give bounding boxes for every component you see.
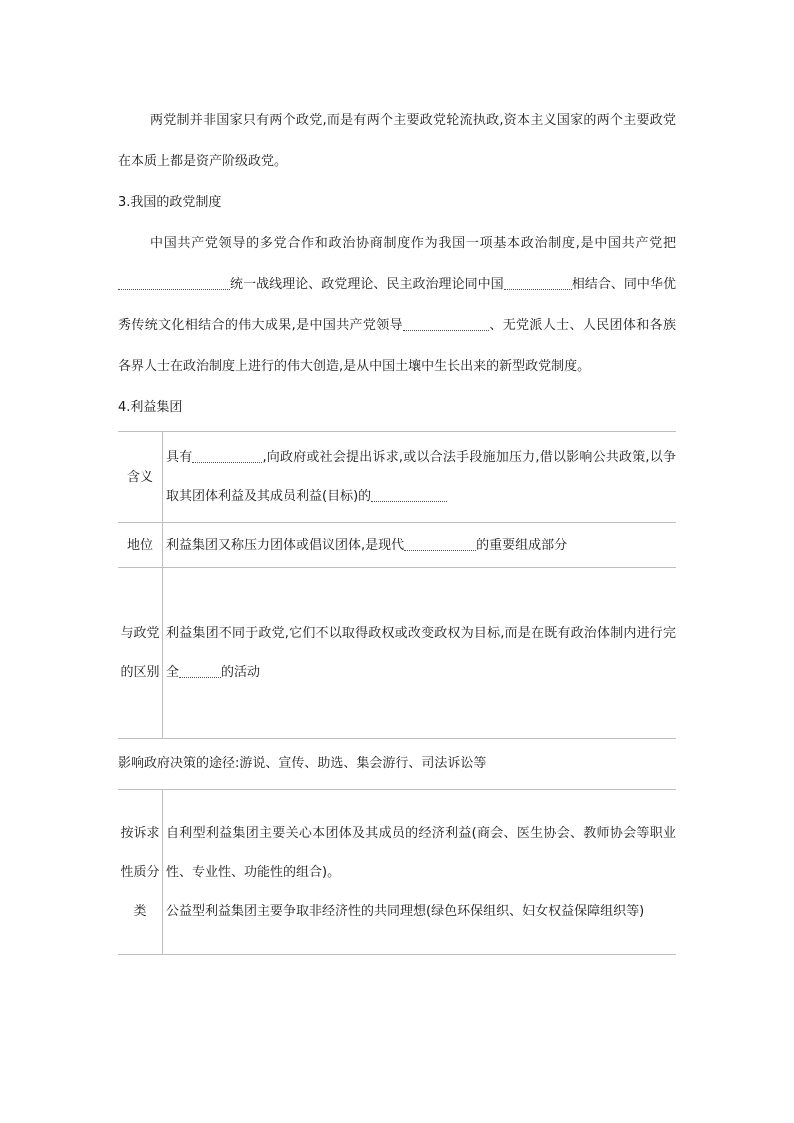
text-segment: 统一战线理论、政党理论、民主政治理论同中国 (230, 277, 504, 292)
row-label: 与政党的区别 (118, 568, 163, 739)
text-segment: 利益集团又称压力团体或倡议团体,是现代 (166, 537, 405, 553)
fill-blank[interactable] (371, 487, 447, 502)
document-content (118, 100, 676, 955)
table-row (118, 739, 676, 790)
text-segment: 的活动 (221, 665, 261, 680)
fill-blank[interactable] (504, 275, 572, 290)
fill-blank[interactable] (179, 663, 221, 678)
classification-public-interest: 公益型利益集团主要争取非经济性的共同理想(绿色环保组织、妇女权益保障组织等) (166, 903, 645, 919)
row-content-full: 影响政府决策的途径:游说、宣传、助选、集会游行、司法诉讼等 (118, 739, 676, 790)
row-label: 地位 (118, 523, 163, 568)
paragraph-party-system (118, 223, 676, 387)
paragraph-text: 两党制并非国家只有两个政党,而是有两个主要政党轮流执政,资本主义国家的两个主要政党在本质上都是资产阶级政党。 (118, 113, 676, 169)
interest-group-table (118, 431, 676, 955)
paragraph-two-party-system (118, 100, 676, 182)
fill-blank[interactable] (403, 316, 489, 331)
row-content (163, 790, 677, 955)
section-heading-interest-groups: 4.利益集团 (118, 400, 183, 415)
table-row (118, 568, 676, 739)
text-segment: 具有 (166, 450, 193, 465)
text-segment: 相结合、同中华优秀传统文化相结合的伟大成果,是中国共产党领导 (118, 277, 676, 333)
classification-self-interest: 自利型利益集团主要关心本团体及其成员的经济利益(商会、医生协会、教师协会等职业性、专业性、功能性的组合)。 (166, 825, 676, 880)
table-row (118, 432, 676, 523)
fill-blank[interactable] (192, 448, 262, 463)
section-heading-party-system: 3.我国的政党制度 (118, 195, 222, 210)
text-segment: 的重要组成部分 (476, 537, 568, 553)
row-content (163, 523, 677, 568)
text-segment: 中国共产党领导的多党合作和政治协商制度作为我国一项基本政治制度,是中国共产党把 (150, 236, 676, 251)
text-segment: 利益集团不同于政党,它们不以取得政权或改变政权为目标,而是在既有政治体制内进行完全 (166, 626, 676, 680)
fill-blank[interactable] (118, 275, 230, 290)
table-row (118, 523, 676, 568)
row-content (163, 432, 677, 523)
fill-blank[interactable] (404, 536, 476, 551)
table-row (118, 790, 676, 955)
row-label: 按诉求性质分类 (118, 790, 163, 955)
text-segment: ,向政府或社会提出诉求,或以合法手段施加压力,借以影响公共政策,以争取其团体利益及其成员利益(目标)的 (166, 450, 676, 504)
text-segment: 、无党派人士、人民团体和各族各界人士在政治制度上进行的伟大创造,是从中国土壤中生长出来的新型政党制度。 (118, 318, 676, 374)
row-content (163, 568, 677, 739)
row-label: 含义 (118, 432, 163, 523)
